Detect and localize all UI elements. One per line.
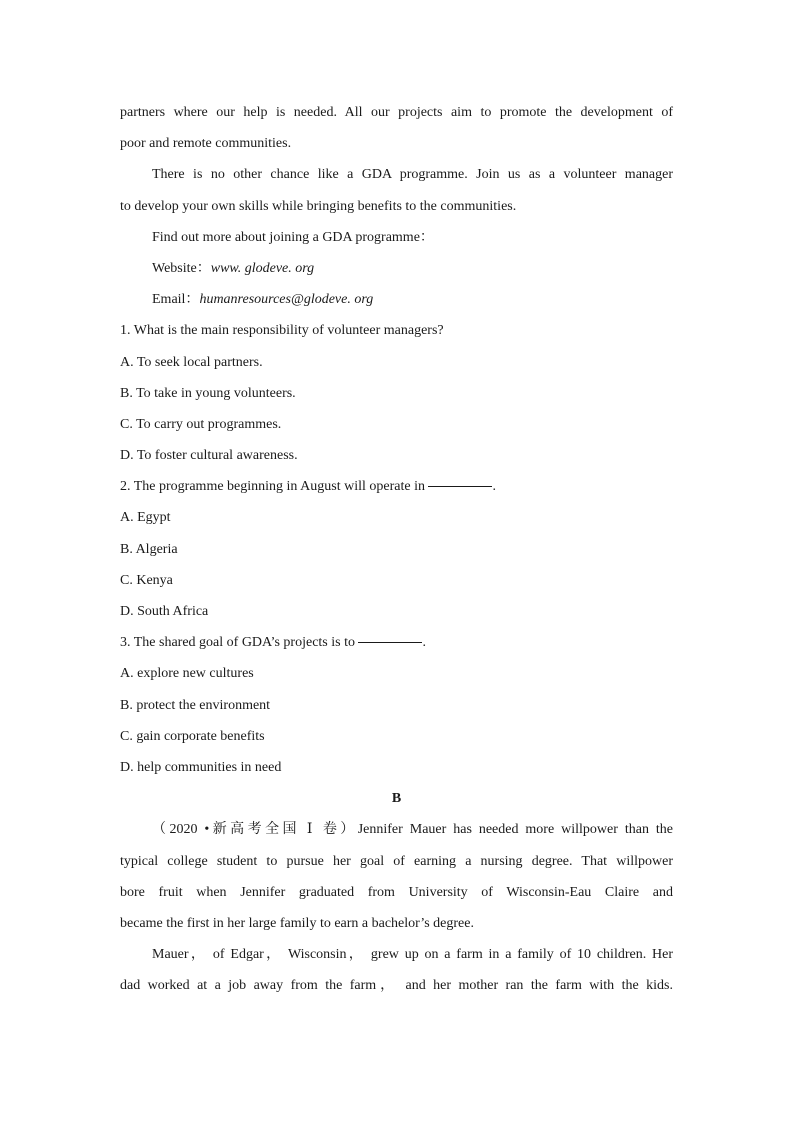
section-b-heading: B — [391, 791, 402, 807]
passage-a-line-1: partners where our help is needed. All our projects aim to promote the development of — [120, 105, 673, 120]
question-2-option-a: A. Egypt — [120, 510, 171, 526]
question-3-option-d: D. help communities in need — [120, 759, 282, 775]
question-1-option-b: B. To take in young volunteers. — [120, 385, 296, 401]
question-2-option-d: D. South Africa — [120, 604, 209, 619]
passage-b-line-1: （2020 •新高考全国 Ⅰ 卷）Jennifer Mauer has needed more willpower than the — [152, 822, 673, 838]
question-1-option-a: A. To seek local partners. — [120, 354, 263, 370]
website-link[interactable]: www. glodeve. org — [210, 260, 315, 276]
question-2-stem-line — [120, 471, 673, 502]
email-label: Email： — [152, 292, 200, 308]
website-line — [120, 253, 673, 284]
passage-b-line-3: bore fruit when Jennifer graduated from University of Wisconsin-Eau Claire and — [120, 884, 673, 900]
passage-b-line-5: Mauer， of Edgar， Wisconsin， grew up on a farm in a family of 10 children. Her — [152, 947, 673, 963]
passage-a-line-4: to develop your own skills while bringing benefits to the communities. — [120, 198, 517, 214]
question-2-option-c: C. Kenya — [120, 572, 173, 588]
email-link[interactable]: humanresources@glodeve. org — [199, 292, 374, 308]
question-3-stem: 3. The shared goal of GDA’s projects is to — [120, 635, 355, 651]
question-1-option-c: C. To carry out programmes. — [120, 416, 282, 432]
passage-b-line-2: typical college student to pursue her goal of earning a nursing degree. That willpower — [120, 853, 673, 869]
passage-b-line-4: became the first in her large family to earn a bachelor’s degree. — [120, 915, 474, 931]
question-3-option-c: C. gain corporate benefits — [120, 728, 265, 744]
question-3-option-b: B. protect the environment — [120, 697, 271, 713]
passage-a-line-5: Find out more about joining a GDA programme： — [152, 229, 434, 245]
passage-a-line-2: poor and remote communities. — [120, 136, 292, 152]
question-1-stem: 1. What is the main responsibility of volunteer managers? — [120, 323, 444, 339]
question-3-stem-end: . — [422, 635, 426, 651]
document-body — [120, 97, 673, 1001]
passage-b-line-6: dad worked at a job away from the farm， and her mother ran the farm with the kids. — [120, 978, 673, 994]
email-line — [120, 284, 673, 315]
answer-blank — [428, 485, 492, 487]
question-2-option-b: B. Algeria — [120, 541, 178, 557]
question-3-option-a: A. explore new cultures — [120, 666, 254, 682]
question-2-stem: 2. The programme beginning in August will operate in — [120, 479, 425, 495]
question-2-stem-end: . — [492, 479, 496, 495]
question-1-option-d: D. To foster cultural awareness. — [120, 448, 298, 464]
answer-blank — [358, 641, 422, 643]
website-label: Website： — [152, 260, 211, 276]
passage-a-line-3: There is no other chance like a GDA programme. Join us as a volunteer manager — [152, 167, 673, 183]
question-3-stem-line — [120, 627, 673, 658]
